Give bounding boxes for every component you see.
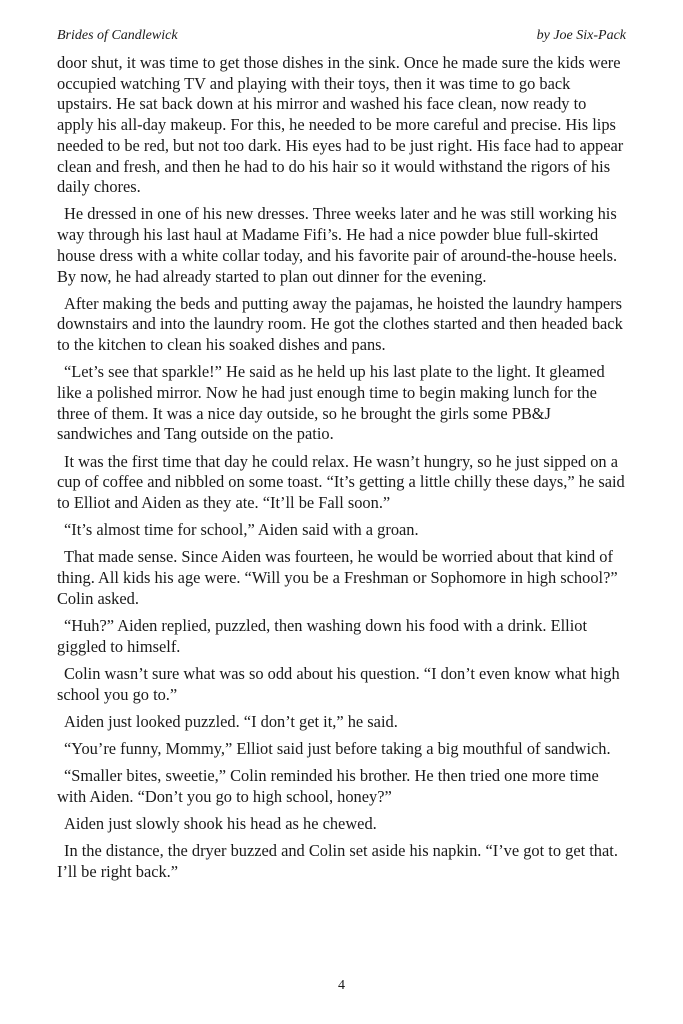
running-header bbox=[57, 26, 626, 46]
author-byline: by Joe Six-Pack bbox=[536, 28, 626, 43]
paragraph: door shut, it was time to get those dishes in the sink. Once he made sure the kids were occupied watching TV and playing with their toys, then it was time to go back upstairs. He sat back down at his mirror and washed his face clean, now ready to apply his all-day makeup. For this, he needed to be more careful and precise. His lips needed to be red, but not too dark. His eyes had to be just right. His face had to appear clean and fresh, and then he had to do his hair so it would withstand the rigors of his daily chores. bbox=[57, 53, 624, 197]
paragraph: “Huh?” Aiden replied, puzzled, then washing down his food with a drink. Elliot giggled to himself. bbox=[57, 616, 588, 656]
paragraph: In the distance, the dryer buzzed and Colin set aside his napkin. “I’ve got to get that. I’ll be right back.” bbox=[57, 841, 618, 882]
paragraph: “It’s almost time for school,” Aiden said with a groan. bbox=[64, 520, 419, 540]
paragraph: “Smaller bites, sweetie,” Colin reminded his brother. He then tried one more time with Aiden. “Don’t you go to high school, honey?” bbox=[57, 766, 599, 806]
paragraph: It was the first time that day he could relax. He wasn’t hungry, so he just sipped on a cup of coffee and nibbled on some toast. “It’s getting a little chilly these days,” he said to Elliot and Aiden as they ate. “It’ll be Fall soon.” bbox=[57, 451, 625, 513]
body-text bbox=[57, 53, 626, 889]
paragraph: Colin wasn’t sure what was so odd about his question. “I don’t even know what high school you go to.” bbox=[57, 663, 620, 704]
paragraph: That made sense. Since Aiden was fourteen, he would be worried about that kind of thing. All kids his age were. “Will you be a Freshman or Sophomore in high school?” Colin asked. bbox=[57, 547, 618, 608]
paragraph: He dressed in one of his new dresses. Three weeks later and he was still working his way through his last haul at Madame Fifi’s. He had a nice powder blue full-skirted house dress with a white collar today, and his favorite pair of around-the-house heels. By now, he had already started to plan out dinner for the evening. bbox=[57, 204, 618, 286]
page-number: 4 bbox=[338, 978, 345, 993]
paragraph: Aiden just slowly shook his head as he chewed. bbox=[64, 814, 377, 834]
paragraph: “Let’s see that sparkle!” He said as he held up his last plate to the light. It gleamed like a polished mirror. Now he had just enough time to begin making lunch for the three of them. It was a nice day outside, so he brought the girls some PB&J sandwiches and Tang outside on the patio. bbox=[57, 362, 605, 444]
paragraph: After making the beds and putting away the pajamas, he hoisted the laundry hampers downstairs and into the laundry room. He got the clothes started and then headed back to the kitchen to clean his soaked dishes and pans. bbox=[57, 293, 623, 355]
paragraph: “You’re funny, Mommy,” Elliot said just before taking a big mouthful of sandwich. bbox=[64, 739, 611, 759]
paragraph: Aiden just looked puzzled. “I don’t get it,” he said. bbox=[64, 711, 398, 731]
book-title: Brides of Candlewick bbox=[57, 28, 178, 43]
